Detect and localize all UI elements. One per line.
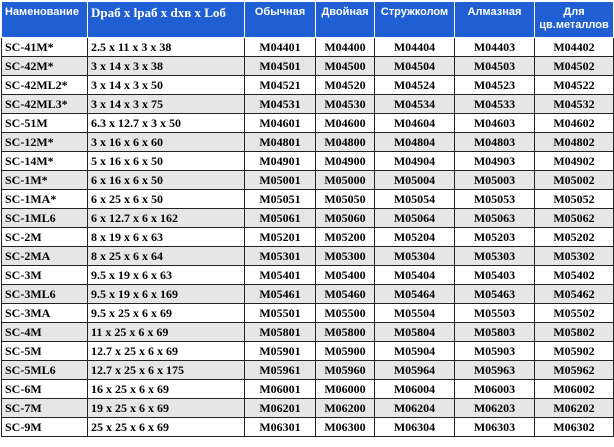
name-cell: SC-3ML6 [2, 285, 88, 304]
chipbreaker-code-cell: M05404 [375, 266, 455, 285]
dimensions-cell: 12.7 x 25 x 6 x 175 [88, 361, 245, 380]
header-double: Двойная [316, 2, 375, 38]
name-cell: SC-9M [2, 418, 88, 437]
nonferrous-code-cell: M06302 [535, 418, 614, 437]
name-cell: SC-42ML2* [2, 76, 88, 95]
header-chipbreaker: Стружколом [375, 2, 455, 38]
diamond-code-cell: M05803 [455, 323, 535, 342]
double-code-cell: M05060 [316, 209, 375, 228]
regular-code-cell: M04801 [245, 133, 316, 152]
double-code-cell: M05960 [316, 361, 375, 380]
double-code-cell: M04520 [316, 76, 375, 95]
table-row [2, 76, 614, 95]
table-row [2, 57, 614, 76]
chipbreaker-code-cell: M04604 [375, 114, 455, 133]
double-code-cell: M04400 [316, 38, 375, 57]
double-code-cell: M05300 [316, 247, 375, 266]
nonferrous-code-cell: M05802 [535, 323, 614, 342]
diamond-code-cell: M05203 [455, 228, 535, 247]
regular-code-cell: M05061 [245, 209, 316, 228]
double-code-cell: M04800 [316, 133, 375, 152]
name-cell: SC-1ML6 [2, 209, 88, 228]
table-row [2, 228, 614, 247]
dimensions-cell: 3 x 14 x 3 x 38 [88, 57, 245, 76]
diamond-code-cell: M05903 [455, 342, 535, 361]
double-code-cell: M05400 [316, 266, 375, 285]
dimensions-cell: 16 x 25 x 6 x 69 [88, 380, 245, 399]
nonferrous-code-cell: M06002 [535, 380, 614, 399]
chipbreaker-code-cell: M05504 [375, 304, 455, 323]
regular-code-cell: M05301 [245, 247, 316, 266]
double-code-cell: M04530 [316, 95, 375, 114]
diamond-code-cell: M06003 [455, 380, 535, 399]
diamond-code-cell: M04803 [455, 133, 535, 152]
nonferrous-code-cell: M05002 [535, 171, 614, 190]
table-body [2, 38, 614, 437]
name-cell: SC-2MA [2, 247, 88, 266]
chipbreaker-code-cell: M05804 [375, 323, 455, 342]
diamond-code-cell: M04903 [455, 152, 535, 171]
table-row [2, 304, 614, 323]
nonferrous-code-cell: M05962 [535, 361, 614, 380]
header-dimensions: Dраб x lраб x dхв x Lоб [88, 2, 245, 38]
dimensions-cell: 6 x 25 x 6 x 50 [88, 190, 245, 209]
name-cell: SC-1MA* [2, 190, 88, 209]
diamond-code-cell: M06203 [455, 399, 535, 418]
dimensions-cell: 8 x 19 x 6 x 63 [88, 228, 245, 247]
regular-code-cell: M06301 [245, 418, 316, 437]
chipbreaker-code-cell: M05204 [375, 228, 455, 247]
table-row [2, 361, 614, 380]
double-code-cell: M05500 [316, 304, 375, 323]
dimensions-cell: 9.5 x 25 x 6 x 69 [88, 304, 245, 323]
chipbreaker-code-cell: M04804 [375, 133, 455, 152]
dimensions-cell: 9.5 x 19 x 6 x 63 [88, 266, 245, 285]
nonferrous-code-cell: M04502 [535, 57, 614, 76]
diamond-code-cell: M05503 [455, 304, 535, 323]
table-row [2, 152, 614, 171]
table-row [2, 209, 614, 228]
regular-code-cell: M05461 [245, 285, 316, 304]
name-cell: SC-4M [2, 323, 88, 342]
regular-code-cell: M04501 [245, 57, 316, 76]
diamond-code-cell: M05303 [455, 247, 535, 266]
double-code-cell: M05800 [316, 323, 375, 342]
nonferrous-code-cell: M04402 [535, 38, 614, 57]
table-header [2, 2, 614, 38]
product-table [1, 1, 614, 437]
header-row [2, 2, 614, 38]
table-row [2, 114, 614, 133]
nonferrous-code-cell: M05462 [535, 285, 614, 304]
double-code-cell: M06300 [316, 418, 375, 437]
diamond-code-cell: M04533 [455, 95, 535, 114]
diamond-code-cell: M04503 [455, 57, 535, 76]
regular-code-cell: M05201 [245, 228, 316, 247]
nonferrous-code-cell: M04602 [535, 114, 614, 133]
dimensions-cell: 2.5 x 11 x 3 x 38 [88, 38, 245, 57]
chipbreaker-code-cell: M05054 [375, 190, 455, 209]
dimensions-cell: 12.7 x 25 x 6 x 69 [88, 342, 245, 361]
regular-code-cell: M04521 [245, 76, 316, 95]
table-row [2, 266, 614, 285]
regular-code-cell: M04401 [245, 38, 316, 57]
nonferrous-code-cell: M05062 [535, 209, 614, 228]
dimensions-cell: 3 x 14 x 3 x 75 [88, 95, 245, 114]
dimensions-cell: 8 x 25 x 6 x 64 [88, 247, 245, 266]
double-code-cell: M05200 [316, 228, 375, 247]
chipbreaker-code-cell: M04504 [375, 57, 455, 76]
diamond-code-cell: M05463 [455, 285, 535, 304]
name-cell: SC-5ML6 [2, 361, 88, 380]
regular-code-cell: M05501 [245, 304, 316, 323]
regular-code-cell: M05901 [245, 342, 316, 361]
nonferrous-code-cell: M05402 [535, 266, 614, 285]
chipbreaker-code-cell: M04524 [375, 76, 455, 95]
dimensions-cell: 6 x 12.7 x 6 x 162 [88, 209, 245, 228]
regular-code-cell: M05801 [245, 323, 316, 342]
diamond-code-cell: M04403 [455, 38, 535, 57]
regular-code-cell: M05051 [245, 190, 316, 209]
table-row [2, 171, 614, 190]
chipbreaker-code-cell: M06204 [375, 399, 455, 418]
nonferrous-code-cell: M04802 [535, 133, 614, 152]
name-cell: SC-5M [2, 342, 88, 361]
nonferrous-code-cell: M05302 [535, 247, 614, 266]
chipbreaker-code-cell: M05904 [375, 342, 455, 361]
regular-code-cell: M05401 [245, 266, 316, 285]
diamond-code-cell: M05053 [455, 190, 535, 209]
chipbreaker-code-cell: M05304 [375, 247, 455, 266]
chipbreaker-code-cell: M04904 [375, 152, 455, 171]
double-code-cell: M04500 [316, 57, 375, 76]
chipbreaker-code-cell: M05064 [375, 209, 455, 228]
dimensions-cell: 3 x 16 x 6 x 60 [88, 133, 245, 152]
double-code-cell: M05900 [316, 342, 375, 361]
name-cell: SC-41M* [2, 38, 88, 57]
name-cell: SC-12M* [2, 133, 88, 152]
name-cell: SC-7M [2, 399, 88, 418]
name-cell: SC-1M* [2, 171, 88, 190]
table-row [2, 380, 614, 399]
name-cell: SC-6M [2, 380, 88, 399]
header-name: Наменование [2, 2, 88, 38]
diamond-code-cell: M05003 [455, 171, 535, 190]
regular-code-cell: M04901 [245, 152, 316, 171]
dimensions-cell: 3 x 14 x 3 x 50 [88, 76, 245, 95]
double-code-cell: M05000 [316, 171, 375, 190]
nonferrous-code-cell: M04532 [535, 95, 614, 114]
table-row [2, 399, 614, 418]
header-nonferrous: Для цв.металлов [535, 2, 614, 38]
nonferrous-code-cell: M05902 [535, 342, 614, 361]
chipbreaker-code-cell: M05964 [375, 361, 455, 380]
double-code-cell: M05050 [316, 190, 375, 209]
table-row [2, 323, 614, 342]
chipbreaker-code-cell: M06304 [375, 418, 455, 437]
nonferrous-code-cell: M04902 [535, 152, 614, 171]
nonferrous-code-cell: M06202 [535, 399, 614, 418]
name-cell: SC-42ML3* [2, 95, 88, 114]
double-code-cell: M05460 [316, 285, 375, 304]
name-cell: SC-42M* [2, 57, 88, 76]
double-code-cell: M06000 [316, 380, 375, 399]
regular-code-cell: M04601 [245, 114, 316, 133]
name-cell: SC-14M* [2, 152, 88, 171]
dimensions-cell: 19 x 25 x 6 x 69 [88, 399, 245, 418]
diamond-code-cell: M05063 [455, 209, 535, 228]
nonferrous-code-cell: M05052 [535, 190, 614, 209]
double-code-cell: M06200 [316, 399, 375, 418]
nonferrous-code-cell: M04522 [535, 76, 614, 95]
table-row [2, 247, 614, 266]
name-cell: SC-51M [2, 114, 88, 133]
header-diamond: Алмазная [455, 2, 535, 38]
table-row [2, 95, 614, 114]
table-row [2, 342, 614, 361]
nonferrous-code-cell: M05502 [535, 304, 614, 323]
regular-code-cell: M05001 [245, 171, 316, 190]
chipbreaker-code-cell: M05004 [375, 171, 455, 190]
diamond-code-cell: M06303 [455, 418, 535, 437]
name-cell: SC-3M [2, 266, 88, 285]
dimensions-cell: 25 x 25 x 6 x 69 [88, 418, 245, 437]
diamond-code-cell: M04603 [455, 114, 535, 133]
chipbreaker-code-cell: M05464 [375, 285, 455, 304]
diamond-code-cell: M04523 [455, 76, 535, 95]
table-row [2, 285, 614, 304]
dimensions-cell: 6 x 16 x 6 x 50 [88, 171, 245, 190]
table-row [2, 190, 614, 209]
dimensions-cell: 11 x 25 x 6 x 69 [88, 323, 245, 342]
regular-code-cell: M05961 [245, 361, 316, 380]
chipbreaker-code-cell: M04404 [375, 38, 455, 57]
double-code-cell: M04600 [316, 114, 375, 133]
diamond-code-cell: M05963 [455, 361, 535, 380]
double-code-cell: M04900 [316, 152, 375, 171]
chipbreaker-code-cell: M04534 [375, 95, 455, 114]
header-regular: Обычная [245, 2, 316, 38]
regular-code-cell: M06201 [245, 399, 316, 418]
table-row [2, 418, 614, 437]
name-cell: SC-3MA [2, 304, 88, 323]
regular-code-cell: M04531 [245, 95, 316, 114]
table-row [2, 133, 614, 152]
regular-code-cell: M06001 [245, 380, 316, 399]
diamond-code-cell: M05403 [455, 266, 535, 285]
nonferrous-code-cell: M05202 [535, 228, 614, 247]
name-cell: SC-2M [2, 228, 88, 247]
table-row [2, 38, 614, 57]
dimensions-cell: 6.3 x 12.7 x 3 x 50 [88, 114, 245, 133]
dimensions-cell: 5 x 16 x 6 x 50 [88, 152, 245, 171]
dimensions-cell: 9.5 x 19 x 6 x 169 [88, 285, 245, 304]
chipbreaker-code-cell: M06004 [375, 380, 455, 399]
